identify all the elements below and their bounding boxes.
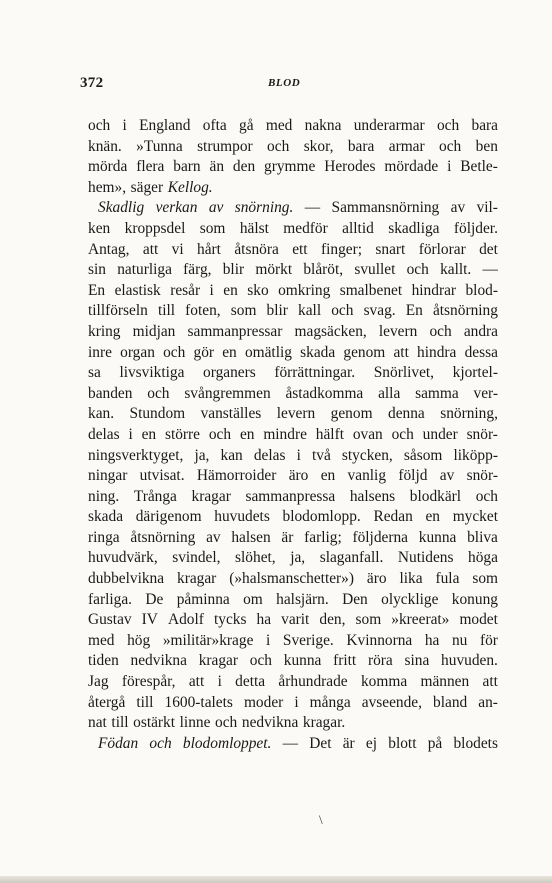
text-line: kring midjan sammanpressar magsäcken, levern och andra [88,322,498,340]
body-text [88,116,498,754]
text-line: ning. Trånga kragar sammanpressa halsens blodkärl och [88,487,498,505]
text-line: ringa åtsnörning av halsen är farlig; följderna kunna bliva [88,528,498,546]
text-line: och i England ofta gå med nakna underarmar och bara [88,117,498,134]
text-line: kan. Stundom vanställes levern genom denna snörning, [88,405,498,423]
page-bottom-edge [0,876,552,883]
text-line: ningsverktyget, ja, kan delas i två stycken, såsom liköpp- [88,446,498,464]
text-line: huvudvärk, svindel, slöhet, ja, slaganfall. Nutidens höga [88,549,498,567]
text-line: Jag förespår, att i detta århundrade komma männen att [88,673,498,691]
text-line: sin naturliga färg, blir mörkt blåröt, svullet och kallt. — [88,261,498,279]
text-line: Gustav IV Adolf tycks ha varit den, som »kreerat» modet [88,611,498,629]
text-line: skada därigenom huvudets blodomlopp. Redan en mycket [88,508,498,526]
text-line: Antag, att vi hårt åtsnöra ett finger; snart förlorar det [88,240,498,258]
page-header [80,75,500,95]
stray-mark: \ [319,812,323,827]
text-line: tiden nedvikna kragar och kunna fritt röra sina huvuden. [88,652,498,670]
text-line: nat till ostärkt linne och nedvikna kragar. [88,714,346,732]
text-line: Skadlig verkan av snörning. — Sammansnörning av vil- [98,199,498,217]
text-line: hem», säger Kellog. [88,178,213,196]
text-line: sa livsviktiga organers förrättningar. Snörlivet, kjortel- [88,364,498,382]
text-line: banden och svångremmen åstadkomma alla samma ver- [88,384,498,402]
text-line: En elastisk resår i en sko omkring smalbenet hindrar blod- [88,281,498,299]
text-line: tillförseln till foten, som blir kall och svag. En åtsnörning [88,302,498,320]
text-line: farliga. De påminna om halsjärn. Den olycklige konung [88,590,498,608]
text-line: inre organ och gör en omätlig skada genom att hindra dessa [88,343,498,361]
text-line: Födan och blodomloppet. — Det är ej blott på blodets [98,734,498,752]
text-line: återgå till 1600-talets moder i många avseende, bland an- [88,693,498,711]
page-number: 372 [80,75,104,91]
text-line: med hög »militär»krage i Sverige. Kvinnorna ha nu för [88,631,498,649]
text-line: delas i en större och en mindre hälft ovan och under snör- [88,425,498,443]
running-title: BLOD [268,77,301,89]
text-line: ningar utvisat. Hämorroider äro en vanlig följd av snör- [88,467,498,485]
text-line: dubbelvikna kragar (»halsmanschetter») äro lika fula som [88,570,498,588]
text-line: ken kroppsdel som hälst medför alltid skadliga följder. [88,219,498,237]
text-line: mörda flera barn än den grymme Herodes mördade i Betle- [88,158,498,176]
text-line: knän. »Tunna strumpor och skor, bara armar och ben [88,137,498,155]
